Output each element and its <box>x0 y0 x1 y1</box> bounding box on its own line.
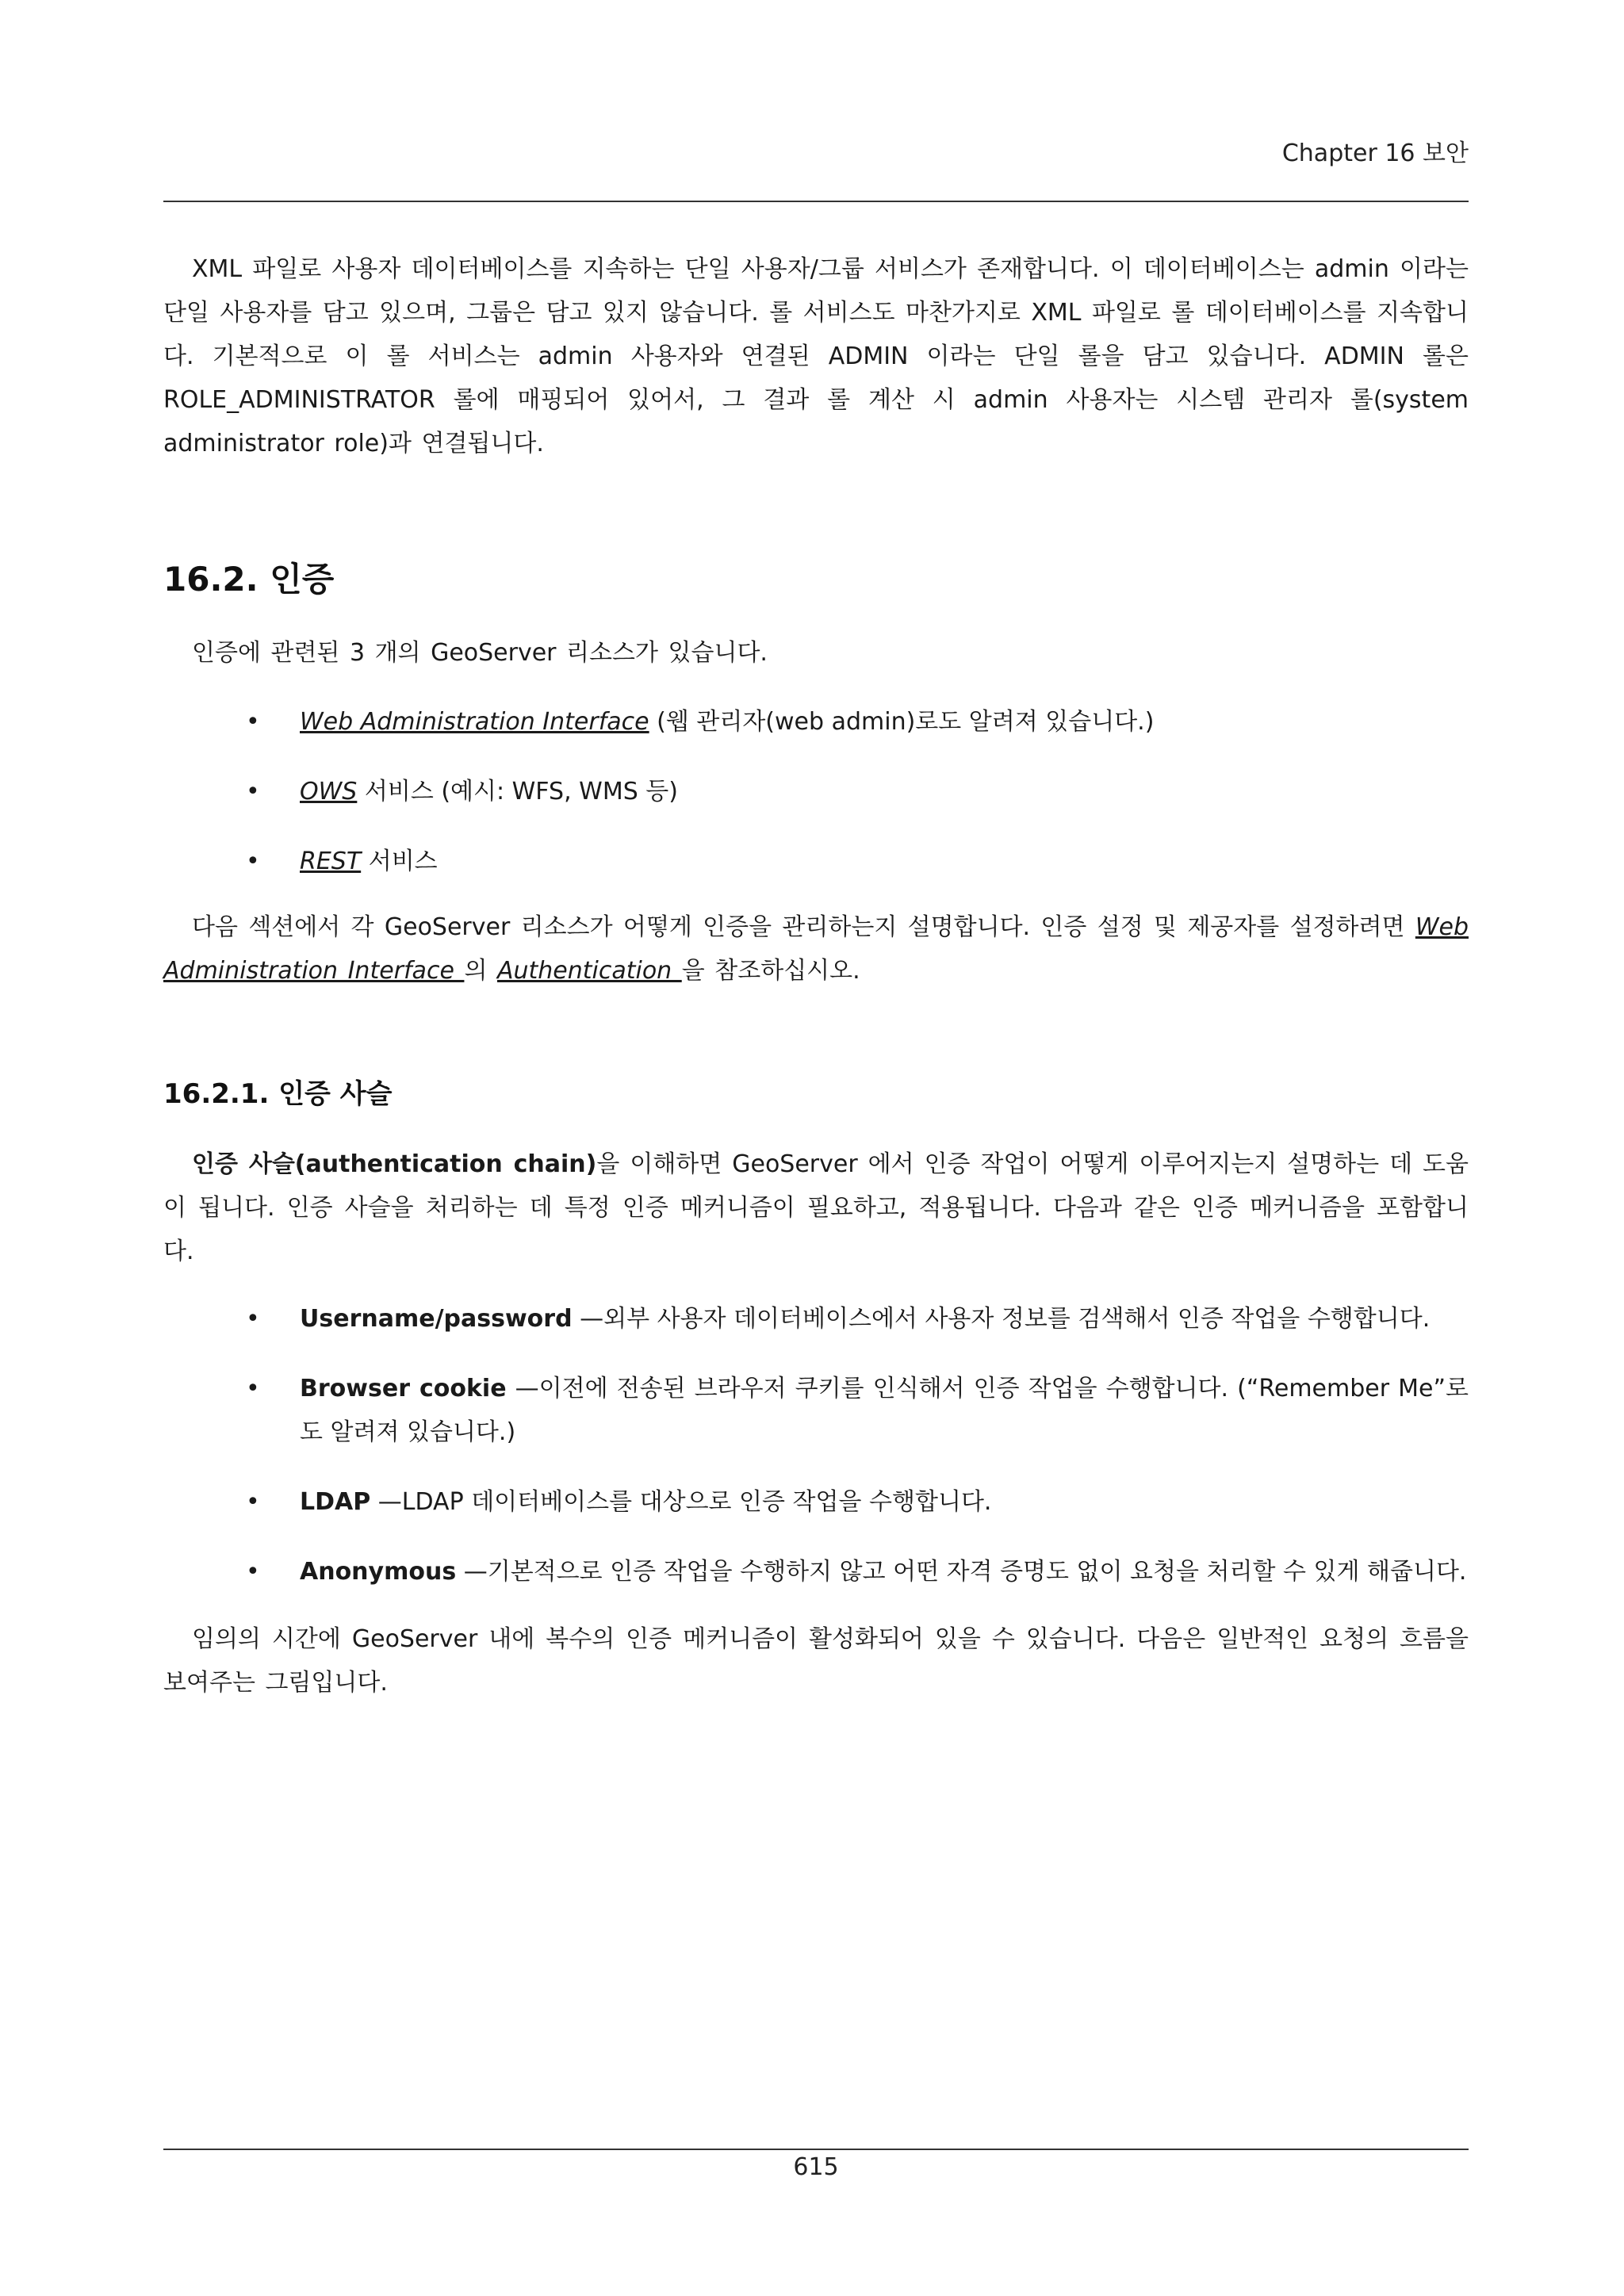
subsection-closing-paragraph: 임의의 시간에 GeoServer 내에 복수의 인증 메커니즘이 활성화되어 있을 수 있습니다. 다음은 일반적인 요청의 흐름을 보여주는 그림입니다. <box>163 1625 1469 1697</box>
mechanism-name: Username/password <box>300 1305 573 1333</box>
section-lead: 인증에 관련된 3 개의 GeoServer 리소스가 있습니다. <box>192 639 768 667</box>
authentication-link[interactable]: Authentication <box>496 957 682 985</box>
bullet-icon: • <box>246 848 260 875</box>
section-heading: 16.2. 인증 <box>163 560 335 599</box>
bullet-icon: • <box>246 1305 260 1333</box>
subsection-heading: 16.2.1. 인증 사슬 <box>163 1078 393 1110</box>
bullet-icon: • <box>246 778 260 806</box>
list-item <box>163 1367 1469 1454</box>
mechanism-desc: —LDAP 데이터베이스를 대상으로 인증 작업을 수행합니다. <box>370 1488 992 1516</box>
mechanism-name: Anonymous <box>300 1558 457 1586</box>
intro-paragraph: XML 파일로 사용자 데이터베이스를 지속하는 단일 사용자/그룹 서비스가 존재합니다. 이 데이터베이스는 admin 이라는 단일 사용자를 담고 있으며, 그룹은 담고 있지 않습니다. 롤 서비스도 마찬가지로 XML 파일로 롤 데이터베이스를 지속합니다. 기본적으로 이 롤 서비스는 admin 사용자와 연결된 ADMIN 이라는 단일 롤을 담고 있습니다. ADMIN 롤은 ROLE_ADMINISTRATOR 롤에 매핑되어 있어서, 그 결과 롤 계산 시 admin 사용자는 시스템 관리자 롤(system administrator role)과 연결됩니다. <box>163 255 1469 457</box>
bullet-icon: • <box>246 1375 260 1402</box>
section-closing-paragraph: 다음 섹션에서 각 GeoServer 리소스가 어떻게 인증을 관리하는지 설명합니다. 인증 설정 및 제공자를 설정하려면 Web Administration Interface 의 Authentication 을 참조하십시오. <box>163 913 1469 985</box>
term-authentication-chain: 인증 사슬(authentication chain) <box>192 1150 597 1178</box>
bullet-icon: • <box>246 708 260 736</box>
footer-divider <box>163 2149 1469 2150</box>
web-admin-interface-link[interactable]: Web Administration Interface <box>300 708 649 736</box>
mechanism-desc: —외부 사용자 데이터베이스에서 사용자 정보를 검색해서 인증 작업을 수행합니다. <box>572 1305 1431 1333</box>
list-item <box>163 840 1469 883</box>
web-admin-interface-link[interactable]: Web Administration Interface <box>163 913 1469 985</box>
ows-link[interactable]: OWS <box>300 778 358 806</box>
list-item-text: 서비스 <box>361 848 438 875</box>
bullet-icon: • <box>246 1488 260 1516</box>
mechanism-name: LDAP <box>300 1488 371 1516</box>
header-divider <box>163 201 1469 202</box>
list-item <box>163 770 1469 813</box>
mechanism-name: Browser cookie <box>300 1375 507 1402</box>
page-number: 615 <box>793 2153 839 2181</box>
mechanism-desc: —이전에 전송된 브라우저 쿠키를 인식해서 인증 작업을 수행합니다. (“Remember Me”로도 알려져 있습니다.) <box>300 1375 1469 1446</box>
list-item-text: 서비스 (예시: WFS, WMS 등) <box>357 778 678 806</box>
list-item <box>163 700 1469 744</box>
mechanism-desc: —기본적으로 인증 작업을 수행하지 않고 어떤 자격 증명도 없이 요청을 처리할 수 있게 해줍니다. <box>456 1558 1467 1586</box>
list-item <box>163 1297 1469 1341</box>
list-item-text: (웹 관리자(web admin)로도 알려져 있습니다.) <box>649 708 1155 736</box>
list-item <box>163 1550 1469 1594</box>
bullet-icon: • <box>246 1558 260 1586</box>
subsection-intro-paragraph: 인증 사슬(authentication chain)을 이해하면 GeoServer 에서 인증 작업이 어떻게 이루어지는지 설명하는 데 도움이 됩니다. 인증 사슬을 처리하는 데 특정 인증 메커니즘이 필요하고, 적용됩니다. 다음과 같은 인증 메커니즘을 포함합니다. <box>163 1150 1469 1265</box>
rest-link[interactable]: REST <box>300 848 362 875</box>
page-content <box>163 247 1469 1705</box>
list-item <box>163 1480 1469 1524</box>
running-header: Chapter 16 보안 <box>1281 140 1469 167</box>
resource-list <box>163 700 1469 883</box>
mechanism-list <box>163 1297 1469 1594</box>
